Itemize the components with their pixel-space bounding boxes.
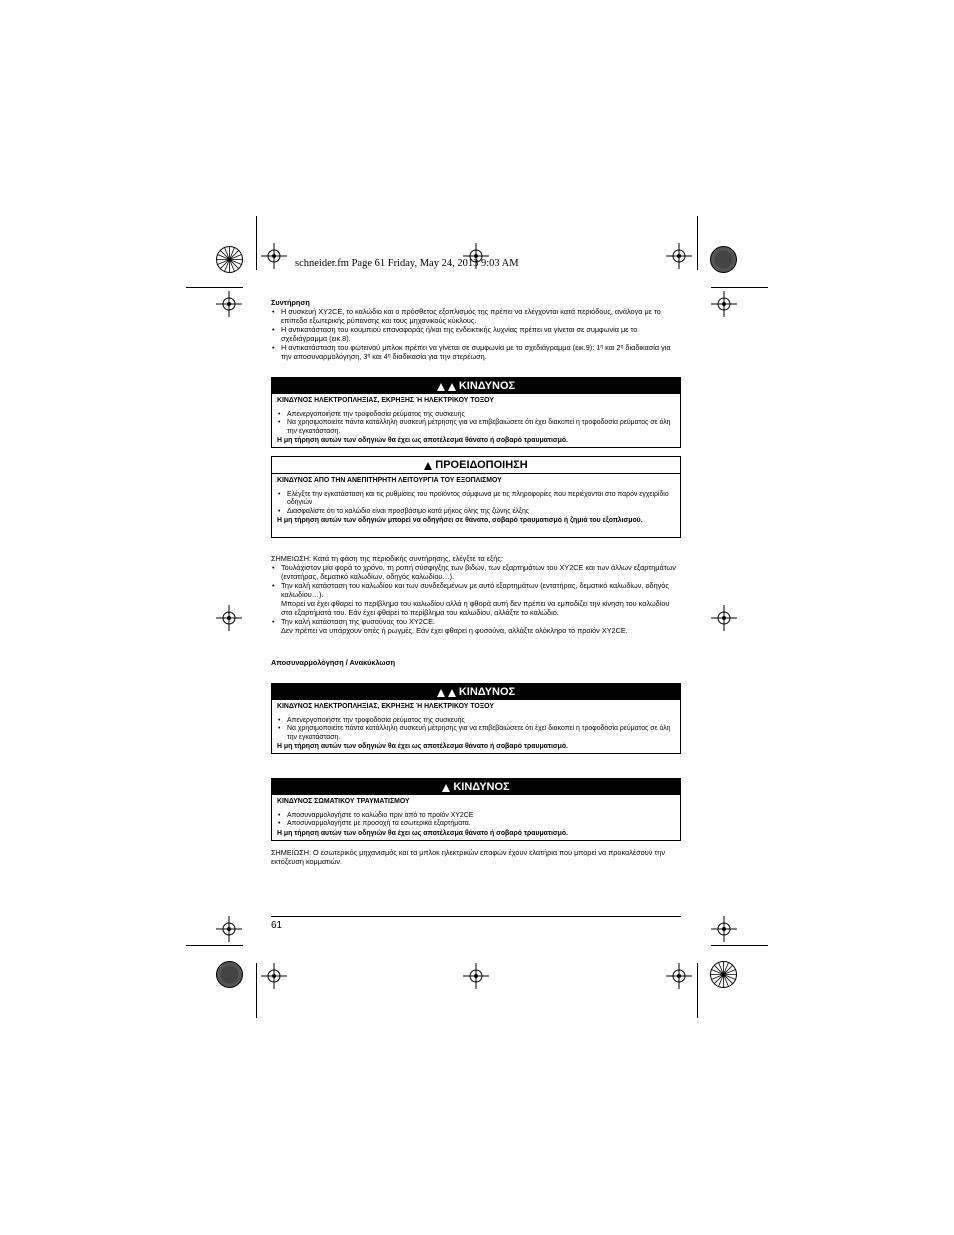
list-item: • Αποσυναρμολογήστε με προσοχή τα εσωτερικά εξαρτήματα. — [277, 820, 675, 829]
disassembly-title: Αποσυναρμολόγηση / Ανακύκλωση — [271, 658, 396, 667]
banner-title: ΚΙΝΔΥΝΟΣ — [458, 380, 516, 392]
crop-mark — [186, 945, 243, 946]
box-list — [277, 411, 675, 437]
starburst-target-icon — [216, 246, 243, 273]
superscript: η — [600, 344, 604, 350]
list-item: • Η συσκευή XY2CE, το καλώδιο και ο πρόσθετος εξοπλισμός της πρέπει να ελέγχονται κατά περιόδους, ανάλογα με το επίπεδο εξωτερικής ρύπανσης και τους μηχανικούς κύκλους. — [271, 307, 681, 325]
superscript: η — [620, 344, 624, 350]
registration-target-icon — [216, 605, 242, 631]
maintenance-title: Συντήρηση — [271, 298, 310, 307]
list-item: • Διασφαλίστε ότι το καλώδιο είναι προσβάσιμο κατά μήκος όλης της ζώνης έλξης — [277, 508, 675, 517]
footer-rule — [271, 916, 681, 917]
registration-target-icon — [666, 243, 692, 269]
text-fragment: Η αντικατάσταση του φωτεινού μπλοκ πρέπει να γίνεται σε συμφωνία με το σχεδιάγραμμα (εικ.9): 1 — [281, 343, 601, 352]
registration-target-icon — [711, 605, 737, 631]
list-item: • Ελέγξτε την εγκατάσταση και τις ρυθμίσεις του προϊόντος σύμφωνα με τις πληροφορίες που περιέχονται στο παρόν εγχειρίδιο οδηγιών — [277, 491, 675, 508]
banner-title: ΚΙΝΔΥΝΟΣ — [453, 781, 510, 793]
crop-mark — [186, 287, 243, 288]
registration-target-icon — [216, 291, 242, 317]
list-item — [271, 617, 681, 635]
warning-box — [271, 456, 681, 538]
danger-banner — [272, 378, 680, 394]
maintenance-list — [271, 307, 681, 361]
list-item: • Η αντικατάσταση του κουμπιού επαναφοράς ή/και της ενδεικτικής λυχνίας πρέπει να γίνεται σε συμφωνία με το σχεδιάγραμμα (εικ.8). — [271, 325, 681, 343]
registration-target-icon — [666, 963, 692, 989]
list-item — [271, 581, 681, 617]
list-item: • Να χρησιμοποιείτε πάντα κατάλληλη συσκευή μέτρησης για να επιβεβαιώσετε ότι έχει διακοπεί η τροφοδοσία ρεύματος σε όλη την εγκατάσταση. — [277, 725, 675, 742]
box-subtitle: ΚΙΝΔΥΝΟΣ ΗΛΕΚΤΡΟΠΛΗΞΙΑΣ, ΕΚΡΗΞΗΣ Ή ΗΛΕΚΤΡΙΚΟΥ ΤΟΞΟΥ — [277, 703, 494, 710]
note-list — [271, 563, 681, 635]
starburst-target-icon — [710, 961, 737, 988]
danger-box — [271, 377, 681, 448]
registration-target-icon — [261, 243, 287, 269]
list-item-text: • Την καλή κατάσταση του καλωδίου και των συνδεδεμένων με αυτό εξαρτημάτων (εντατήρας, δεματικό καλωδίων, οδηγός καλωδίου…). — [281, 581, 669, 599]
registration-target-icon — [711, 291, 737, 317]
list-item — [271, 343, 681, 361]
crop-mark — [697, 963, 698, 1018]
superscript: η — [387, 353, 391, 359]
registration-target-icon — [216, 916, 242, 942]
dark-target-icon — [216, 961, 243, 988]
lightning-warning-icon — [448, 383, 456, 391]
maintenance-section — [271, 298, 681, 361]
dark-target-icon — [710, 246, 737, 273]
text-fragment: και 4 — [370, 352, 388, 361]
list-item-extra: Δεν πρέπει να υπάρχουν οπές ή ρωγμές. Εάν έχει φθαρεί η φυσούνα, αλλάξτε ολόκληρο το προϊόν XY2CE. — [281, 626, 628, 635]
crop-mark — [711, 287, 768, 288]
lightning-warning-icon — [448, 689, 456, 697]
list-item: • Απενεργοποιήστε την τροφοδοσία ρεύματος της συσκευής — [277, 717, 675, 726]
superscript: η — [367, 353, 371, 359]
list-item: • Τουλάχιστον μία φορά το χρόνο, τη ροπή σύσφιγξης των βιδών, των εξαρτημάτων του XY2CE και των άλλων εξαρτημάτων (εντατήρας, δεματικό καλωδίων, οδηγός καλωδίου…). — [271, 563, 681, 581]
list-item: • Να χρησιμοποιείτε πάντα κατάλληλη συσκευή μέτρησης για να επιβεβαιώσετε ότι έχει διακοπεί η τροφοδοσία ρεύματος σε όλη την εγκατάσταση. — [277, 419, 675, 436]
box-subtitle: ΚΙΝΔΥΝΟΣ ΗΛΕΚΤΡΟΠΛΗΞΙΑΣ, ΕΚΡΗΞΗΣ Ή ΗΛΕΚΤΡΙΚΟΥ ΤΟΞΟΥ — [277, 397, 494, 404]
box-list — [277, 717, 675, 743]
danger-box — [271, 778, 681, 841]
box-subtitle: ΚΙΝΔΥΝΟΣ ΑΠΟ ΤΗΝ ΑΝΕΠΙΤΗΡΗΤΗ ΛΕΙΤΟΥΡΓΙΑ ΤΟΥ ΕΞΟΠΛΙΣΜΟΥ — [277, 477, 502, 484]
registration-target-icon — [463, 963, 489, 989]
disassembly-note: ΣΗΜΕΙΩΣΗ: Ο εσωτερικός μηχανισμός και τα μπλοκ ηλεκτρικών επαφών έχουν ελατήρια που μπορεί να προκαλέσουν την εκτόξευση κομματιών. — [271, 848, 665, 866]
maintenance-note — [271, 554, 681, 635]
list-item-text: • Την καλή κατάσταση της φυσούνας του XY2CE. — [281, 617, 436, 626]
danger-box — [271, 683, 681, 754]
box-list — [277, 491, 675, 517]
text-fragment: και 2 — [603, 343, 621, 352]
warning-triangle-icon — [442, 784, 450, 792]
crop-mark — [697, 216, 698, 270]
danger-banner — [272, 779, 680, 795]
page-number: 61 — [271, 920, 283, 931]
list-item-extra: Μπορεί να έχει φθαρεί το περίβλημα του καλωδίου αλλά η φθορά αυτή δεν πρέπει να εμποδίζει την κίνηση του καλωδίου στα εξαρτήματά του. Εάν έχει φθαρεί το περίβλημα του καλωδίου, αλλάξτε το καλώδιο. — [281, 599, 670, 617]
box-footer: Η μη τήρηση αυτών των οδηγιών μπορεί να οδηγήσει σε θάνατο, σοβαρό τραυματισμό ή ζημιά του εξοπλισμού. — [277, 517, 643, 525]
banner-title: ΠΡΟΕΙΔΟΠΟΙΗΣΗ — [435, 459, 528, 471]
registration-target-icon — [261, 963, 287, 989]
warning-triangle-icon — [437, 383, 445, 391]
box-body — [272, 394, 680, 449]
box-body — [272, 700, 680, 755]
registration-target-icon — [711, 916, 737, 942]
crop-mark — [711, 945, 768, 946]
text-fragment: διαδικασία για την στερέωση. — [390, 352, 487, 361]
warning-triangle-icon — [424, 462, 432, 470]
box-body — [272, 795, 680, 841]
text-fragment: διαδικασία για την αποσυναρμολόγηση, 3 — [281, 343, 671, 361]
warning-banner — [272, 457, 680, 474]
list-item: • Αποσυναρμολογήστε το καλώδιο πριν από το προϊόν XY2CE — [277, 812, 675, 821]
box-body — [272, 474, 680, 529]
file-header: schneider.fm Page 61 Friday, May 24, 2013 9:03 AM — [295, 258, 519, 269]
warning-triangle-icon — [437, 689, 445, 697]
box-footer: Η μη τήρηση αυτών των οδηγιών θα έχει ως αποτέλεσμα θάνατο ή σοβαρό τραυματισμό. — [277, 829, 568, 837]
box-subtitle: ΚΙΝΔΥΝΟΣ ΣΩΜΑΤΙΚΟΥ ΤΡΑΥΜΑΤΙΣΜΟΥ — [277, 798, 410, 805]
box-footer: Η μη τήρηση αυτών των οδηγιών θα έχει ως αποτέλεσμα θάνατο ή σοβαρό τραυματισμό. — [277, 437, 568, 445]
list-item: • Απενεργοποιήστε την τροφοδοσία ρεύματος της συσκευής — [277, 411, 675, 420]
crop-mark — [256, 216, 257, 270]
note-intro: ΣΗΜΕΙΩΣΗ: Κατά τη φάση της περιοδικής συντήρησης, ελέγξτε τα εξής: — [271, 554, 503, 563]
banner-title: ΚΙΝΔΥΝΟΣ — [458, 686, 516, 698]
box-footer: Η μη τήρηση αυτών των οδηγιών θα έχει ως αποτέλεσμα θάνατο ή σοβαρό τραυματισμό. — [277, 743, 568, 751]
box-list — [277, 812, 675, 829]
danger-banner — [272, 684, 680, 700]
crop-mark — [256, 963, 257, 1018]
